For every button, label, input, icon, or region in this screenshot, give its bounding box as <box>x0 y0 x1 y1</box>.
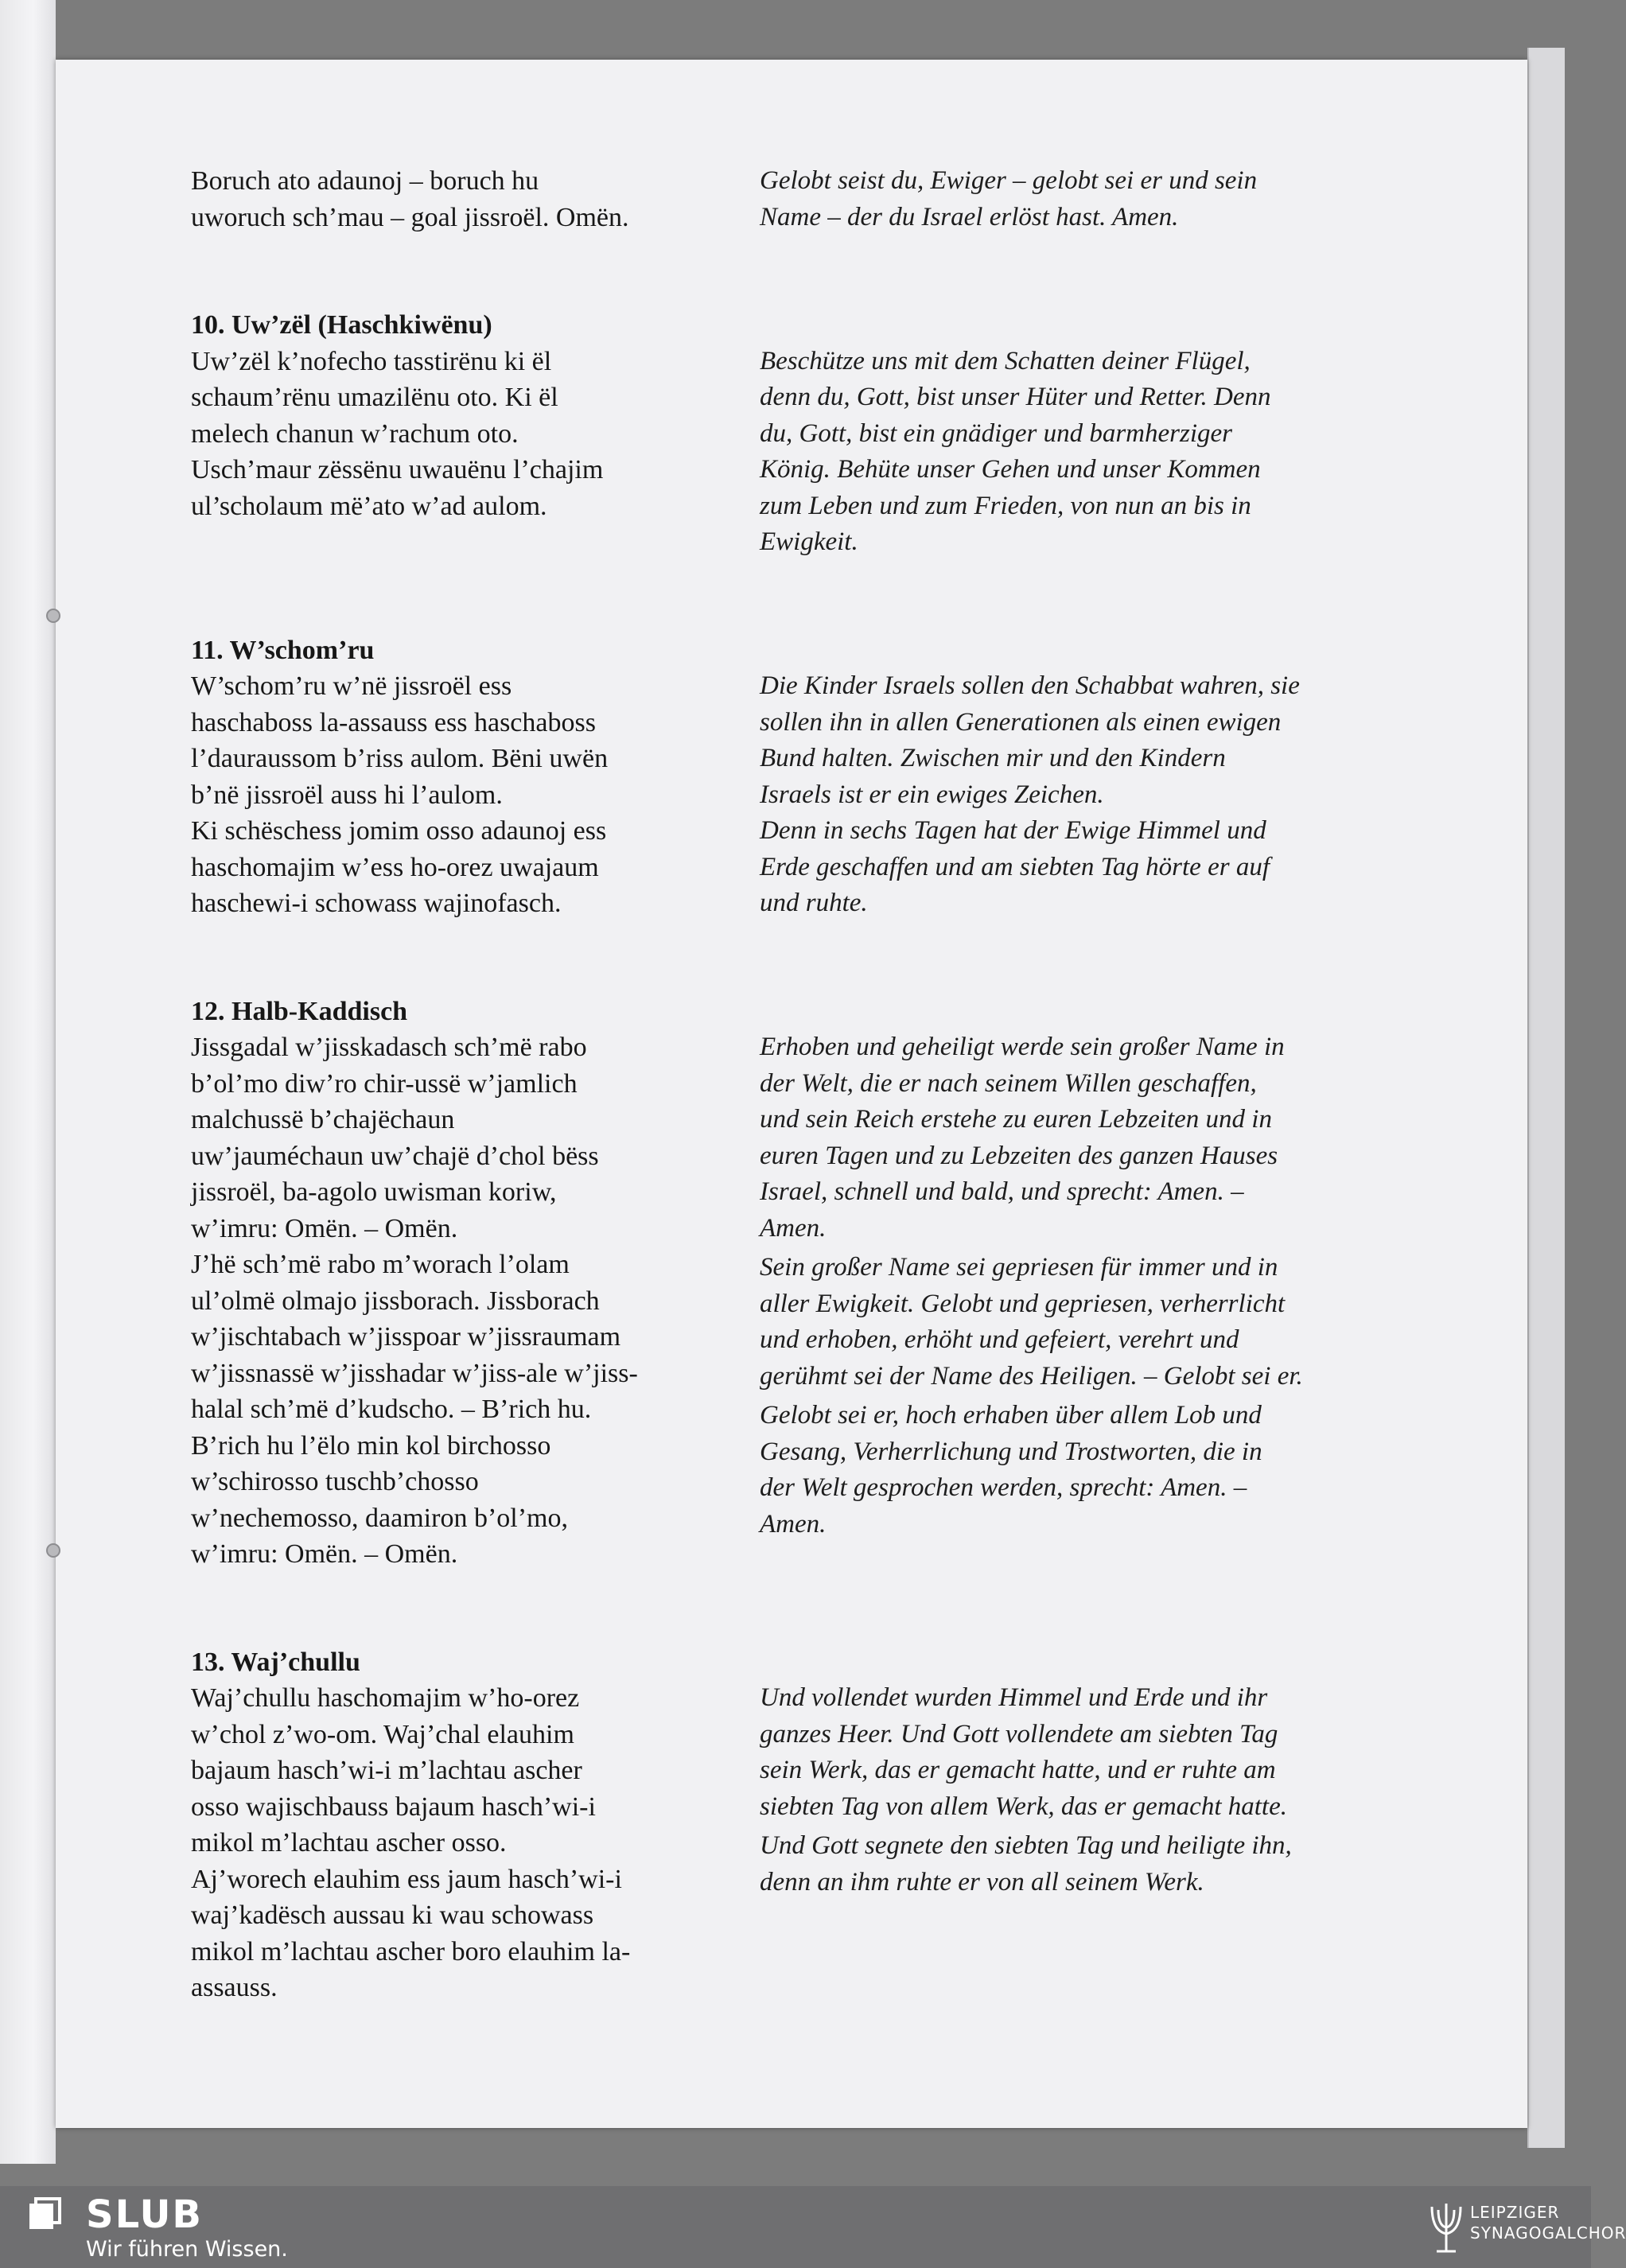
transliteration-line: haschomajim w’ess ho-orez uwajaum <box>191 852 599 882</box>
translation-line: König. Behüte unser Gehen und unser Kommen <box>760 455 1261 484</box>
transliteration-line: w’imru: Omën. – Omën. <box>191 1539 458 1569</box>
transliteration-column <box>191 1644 748 2006</box>
transliteration-line: haschaboss la-assauss ess haschaboss <box>191 707 596 737</box>
translation-line: der Welt, die er nach seinem Willen geschaffen, <box>760 1068 1257 1098</box>
transliteration-column <box>191 632 748 922</box>
translation-line: Ewigkeit. <box>760 527 858 556</box>
translation-line: Die Kinder Israels sollen den Schabbat wahren, sie <box>760 671 1300 700</box>
translation-paragraph <box>760 1250 1388 1395</box>
translation-paragraph <box>760 1828 1388 1900</box>
transliteration-line: ul’scholaum më’ato w’ad aulom. <box>191 491 547 521</box>
transliteration-line: b’në jissroël auss hi l’aulom. <box>191 780 503 810</box>
transliteration-line: w’chol z’wo-om. Waj’chal elauhim <box>191 1719 574 1749</box>
translation-paragraph <box>760 163 1388 235</box>
translation-line: sollen ihn in allen Generationen als einen ewigen <box>760 707 1282 737</box>
section-heading: 12. Halb-Kaddisch <box>191 996 408 1026</box>
section-heading: 13. Waj’chullu <box>191 1647 360 1677</box>
library-name: SLUB <box>86 2192 204 2237</box>
booklet-spine <box>0 0 56 2164</box>
translation-line: sein Werk, das er gemacht hatte, und er ruhte am <box>760 1756 1276 1784</box>
transliteration-column <box>191 994 748 1573</box>
transliteration-line: w’imru: Omën. – Omën. <box>191 1213 458 1243</box>
translation-paragraph <box>760 1398 1388 1542</box>
transliteration-line: haschewi-i schowass wajinofasch. <box>191 889 562 918</box>
translation-column <box>760 994 1388 1573</box>
transliteration-line: Aj’worech elauhim ess jaum hasch’wi-i <box>191 1864 622 1894</box>
transliteration-column <box>191 163 748 235</box>
transliteration-line: Waj’chullu haschomajim w’ho-orez <box>191 1683 580 1713</box>
translation-line: Erhoben und geheiligt werde sein großer Name in <box>760 1033 1285 1061</box>
transliteration-line: w’nechemosso, daamiron b’ol’mo, <box>191 1503 568 1533</box>
transliteration-line: waj’kadësch aussau ki wau schowass <box>191 1900 594 1930</box>
choir-logo-text <box>1470 2202 1626 2243</box>
translation-column <box>760 307 1388 561</box>
section-block <box>191 994 1416 1573</box>
translation-line: Und vollendet wurden Himmel und Erde und ihr <box>760 1683 1268 1712</box>
transliteration-line: schaum’rënu umazilënu oto. Ki ël <box>191 383 558 412</box>
transliteration-line: Uw’zël k’nofecho tasstirënu ki ël <box>191 346 552 376</box>
translation-line: zum Leben und zum Frieden, von nun an bis in <box>760 491 1251 520</box>
staple-bottom <box>46 1543 60 1558</box>
translation-line: gerühmt sei der Name des Heiligen. – Gelobt sei er. <box>760 1361 1303 1391</box>
transliteration-line: Ki schëschess jomim osso adaunoj ess <box>191 816 607 846</box>
transliteration-line: Boruch ato adaunoj – boruch hu <box>191 166 539 196</box>
transliteration-line: B’rich hu l’ëlo min kol birchosso <box>191 1430 551 1461</box>
transliteration-line: assauss. <box>191 1973 278 2002</box>
translation-line: Gelobt sei er, hoch erhaben über allem Lob und <box>760 1401 1262 1430</box>
translation-line: Beschütze uns mit dem Schatten deiner Flügel, <box>760 346 1251 375</box>
translation-line: Israels ist er ein ewiges Zeichen. <box>760 780 1104 809</box>
transliteration-line: b’ol’mo diw’ro chir-ussë w’jamlich <box>191 1068 578 1099</box>
translation-line: Erde geschaffen und am siebten Tag hörte er auf <box>760 852 1270 881</box>
translation-line: und sein Reich erstehe zu euren Lebzeiten und in <box>760 1105 1272 1134</box>
translation-line: euren Tagen und zu Lebzeiten des ganzen Hauses <box>760 1141 1278 1170</box>
translation-paragraph <box>760 1029 1388 1247</box>
translation-column <box>760 632 1388 922</box>
choir-name-line1: LEIPZIGER <box>1470 2203 1560 2222</box>
transliteration-line: J’hë sch’më rabo m’worach l’olam <box>191 1250 570 1279</box>
back-page-edge <box>1527 48 1565 2148</box>
page-content <box>191 163 1416 2006</box>
translation-line: ganzes Heer. Und Gott vollendete am siebten Tag <box>760 1719 1278 1749</box>
translation-line: Gelobt seist du, Ewiger – gelobt sei er und sein <box>760 166 1258 195</box>
section-block <box>191 163 1416 235</box>
transliteration-line: malchussë b’chajëchaun <box>191 1105 455 1134</box>
staple-top <box>46 609 60 623</box>
translation-paragraph <box>760 1680 1388 1825</box>
translation-line: du, Gott, bist ein gnädiger und barmherziger <box>760 418 1232 448</box>
translation-paragraph <box>760 344 1388 561</box>
section-heading: 11. W’schom’ru <box>191 635 375 665</box>
transliteration-line: ul’olmë olmajo jissborach. Jissborach <box>191 1286 600 1316</box>
translation-line: Name – der du Israel erlöst hast. Amen. <box>760 202 1179 231</box>
translation-line: Und Gott segnete den siebten Tag und heiligte ihn, <box>760 1831 1292 1860</box>
translation-line: Israel, schnell und bald, und sprecht: Amen. – <box>760 1177 1244 1206</box>
transliteration-line: uw’jauméchaun uw’chajë d’chol bëss <box>191 1141 599 1171</box>
transliteration-line: w’schirosso tuschb’chosso <box>191 1467 479 1496</box>
transliteration-line: jissroël, ba-agolo uwisman koriw, <box>191 1177 557 1207</box>
transliteration-line: w’jischtabach w’jisspoar w’jissraumam <box>191 1322 621 1352</box>
translation-line: denn an ihm ruhte er von all seinem Werk. <box>760 1867 1204 1896</box>
translation-line: Sein großer Name sei gepriesen für immer und in <box>760 1253 1278 1282</box>
translation-line: der Welt gesprochen werden, sprecht: Amen. – <box>760 1473 1247 1502</box>
transliteration-line: Usch’maur zëssënu uwauënu l’chajim <box>191 455 604 484</box>
transliteration-line: w’jissnassë w’jisshadar w’jiss-ale w’jiss- <box>191 1358 638 1388</box>
section-heading: 10. Uw’zël (Haschkiwënu) <box>191 310 492 340</box>
menorah-icon <box>1426 2196 1467 2258</box>
transliteration-line: mikol m’lachtau ascher boro elauhim la- <box>191 1936 631 1967</box>
translation-line: Amen. <box>760 1509 827 1539</box>
translation-line: und erhoben, erhöht und gefeiert, verehrt und <box>760 1325 1239 1354</box>
transliteration-column <box>191 307 748 561</box>
translation-line: denn du, Gott, bist unser Hüter und Retter. Denn <box>760 383 1271 411</box>
transliteration-line: bajaum hasch’wi-i m’lachtau ascher <box>191 1756 582 1785</box>
transliteration-line: Jissgadal w’jisskadasch sch’më rabo <box>191 1033 587 1062</box>
translation-line: siebten Tag von allem Werk, das er gemacht hatte. <box>760 1791 1287 1821</box>
translation-line: Amen. <box>760 1213 827 1243</box>
transliteration-line: mikol m’lachtau ascher osso. <box>191 1828 507 1858</box>
translation-line: Denn in sechs Tagen hat der Ewige Himmel und <box>760 816 1266 845</box>
translation-paragraph <box>760 668 1388 922</box>
translation-line: Gesang, Verherrlichung und Trostworten, die in <box>760 1437 1262 1466</box>
transliteration-line: melech chanun w’rachum oto. <box>191 418 519 449</box>
translation-line: aller Ewigkeit. Gelobt und gepriesen, verherrlicht <box>760 1289 1286 1318</box>
transliteration-line: uworuch sch’mau – goal jissroël. Omën. <box>191 202 629 232</box>
transliteration-line: l’dauraussom b’riss aulom. Bëni uwën <box>191 744 609 773</box>
slub-book-icon <box>28 2197 63 2232</box>
transliteration-line: osso wajischbauss bajaum hasch’wi-i <box>191 1791 596 1822</box>
translation-column <box>760 163 1388 235</box>
section-block <box>191 307 1416 561</box>
section-block <box>191 632 1416 922</box>
choir-name-line2: SYNAGOGALCHOR <box>1470 2223 1626 2243</box>
translation-column <box>760 1644 1388 2006</box>
section-block <box>191 1644 1416 2006</box>
transliteration-line: halal sch’më d’kudscho. – B’rich hu. <box>191 1395 592 1424</box>
transliteration-line: W’schom’ru w’në jissroël ess <box>191 671 512 701</box>
translation-line: Bund halten. Zwischen mir und den Kindern <box>760 744 1226 772</box>
library-tagline: Wir führen Wissen. <box>86 2237 288 2262</box>
translation-line: und ruhte. <box>760 889 868 917</box>
